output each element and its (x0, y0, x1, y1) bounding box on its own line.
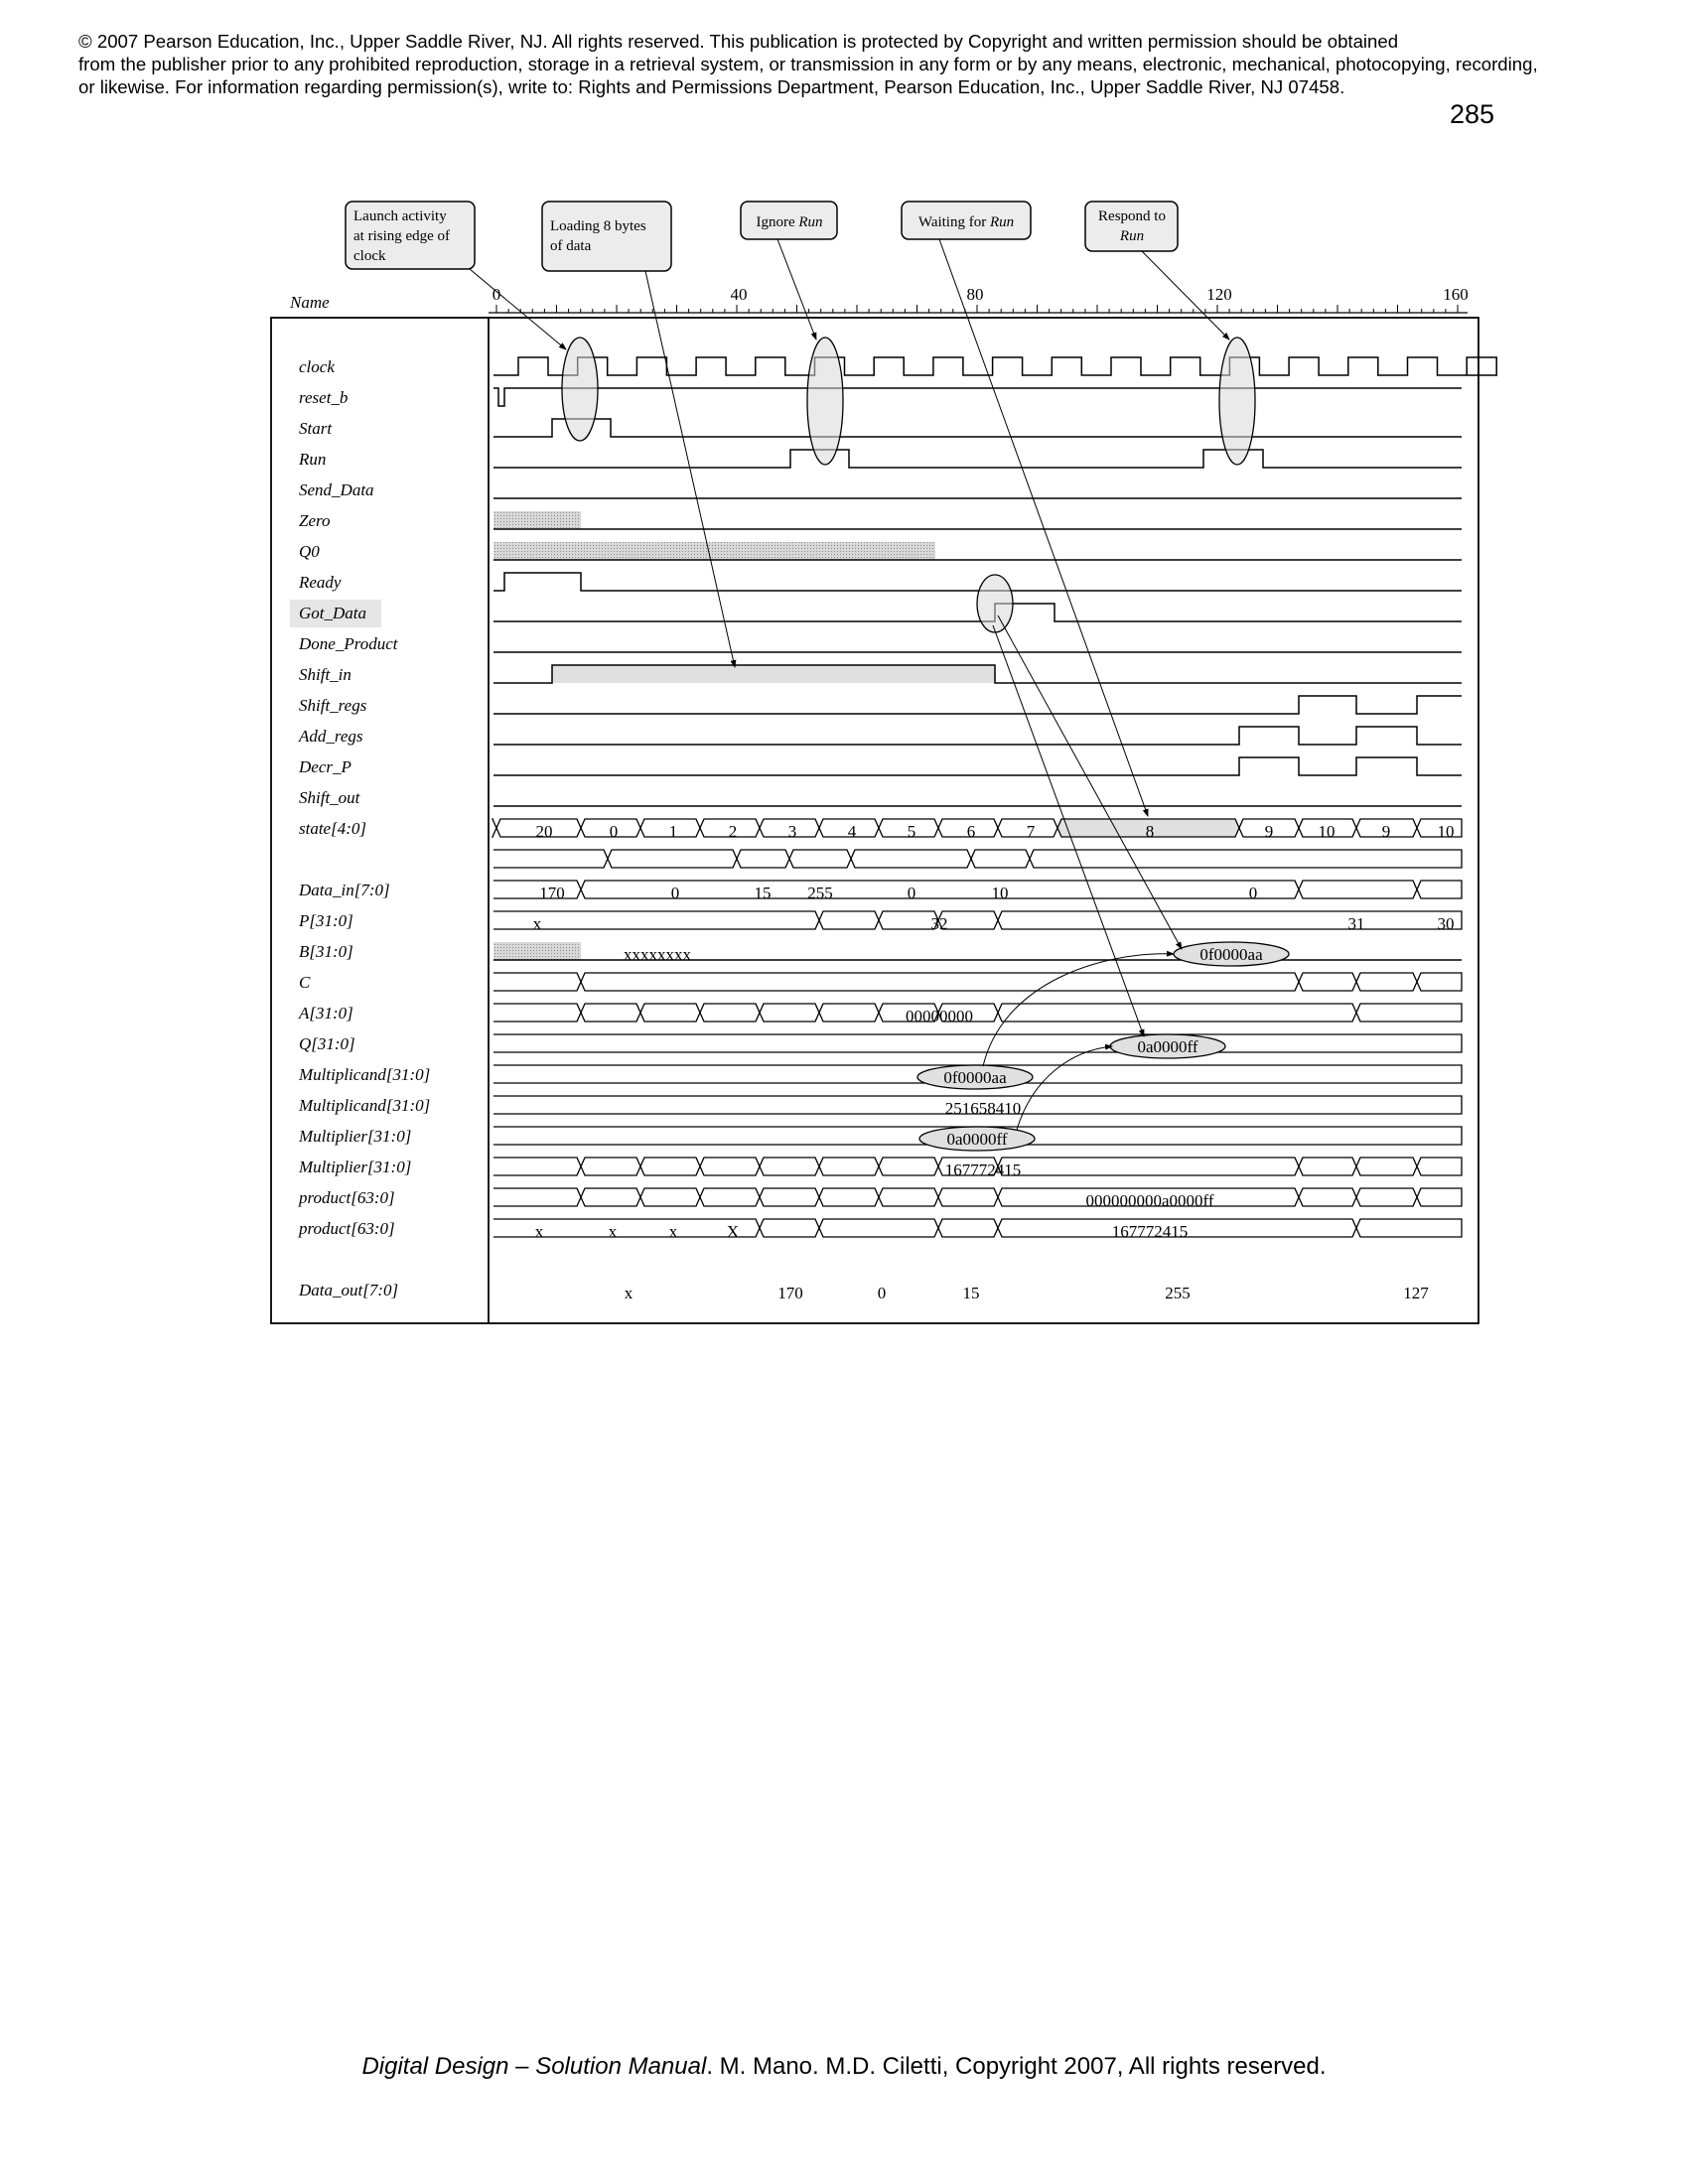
signal-name-multiplicand-dec: Multiplicand[31:0] (299, 1096, 431, 1115)
callout-launch-line-3: clock (353, 248, 386, 264)
wave-q (493, 1004, 1462, 1022)
copyright-line-1: © 2007 Pearson Education, Inc., Upper Saddle River, NJ. All rights reserved. This publication is protected by Copyright and written permission should be obtained (78, 31, 1399, 52)
state-value-20: 20 (535, 822, 553, 841)
signal-name-multiplier-hex: Multiplier[31:0] (299, 1127, 412, 1146)
a-value-zero: 00000000 (906, 1007, 973, 1025)
signal-name-start: Start (299, 419, 333, 438)
wave-a (493, 973, 1462, 991)
signal-name-state: state[4:0] (299, 819, 366, 838)
wave-data-out (493, 1219, 1462, 1237)
wave-shift-in-fill (552, 665, 995, 683)
data-out-value-15: 15 (962, 1284, 980, 1302)
wave-product-hex-segment (998, 1158, 1299, 1175)
wave-data-in-segment (493, 850, 608, 868)
wave-clock (493, 357, 1496, 375)
oval-b-value (1174, 942, 1289, 966)
wave-product-dec-segment (700, 1188, 760, 1206)
wave-data-in-segment (1030, 850, 1462, 868)
wave-product-dec-segment (640, 1188, 700, 1206)
wave-q-segment (819, 1004, 879, 1022)
signal-name-q: Q[31:0] (299, 1034, 355, 1053)
data-out-value-0: 0 (877, 1284, 887, 1302)
wave-data-in-segment (789, 850, 851, 868)
arrow-waiting (939, 239, 1148, 816)
oval-launch (562, 338, 598, 441)
signal-name-reset-b: reset_b (299, 388, 349, 407)
multiplier-dec-value: 167772415 (944, 1160, 1022, 1179)
wave-product-hex-segment (493, 1158, 581, 1175)
signal-name-c: C (299, 973, 311, 992)
wave-product-hex-segment (1299, 1158, 1356, 1175)
wave-product-dec-segment (1417, 1188, 1462, 1206)
signal-name-ready: Ready (299, 573, 342, 592)
multiplicand-dec-value: 251658410 (944, 1099, 1022, 1118)
callout-waiting (902, 202, 1031, 239)
wave-b-segment (493, 911, 819, 929)
signal-name-a: A[31:0] (299, 1004, 353, 1023)
signal-name-data-in: Data_in[7:0] (299, 881, 390, 899)
state-value-5: 5 (907, 822, 916, 841)
product-dec-value-x1: x (534, 1222, 544, 1241)
wave-p-segment (1299, 881, 1417, 898)
wave-multiplicand-hex-segment (493, 1034, 1462, 1052)
state-value-9b: 9 (1381, 822, 1391, 841)
multiplicand-hex-value: 0f0000aa (943, 1068, 1007, 1087)
state-value-7: 7 (1026, 822, 1036, 841)
signal-name-data-out: Data_out[7:0] (299, 1281, 399, 1299)
wave-q-segment (760, 1004, 819, 1022)
wave-zero-unknown (493, 511, 581, 529)
callout-ignore (741, 202, 837, 239)
oval-multiplier-value (919, 1127, 1035, 1151)
wave-b (493, 911, 1462, 929)
copyright-line-2: from the publisher prior to any prohibited reproduction, storage in a retrieval system, or transmission in any form or by any means, electronic, mechanical, photocopying, recording, (78, 54, 1538, 74)
wave-b-segment (879, 911, 938, 929)
data-out-value-255: 255 (1165, 1284, 1191, 1302)
callout-ignore-line-1: Ignore Run (756, 214, 823, 230)
callout-respond (1085, 202, 1178, 251)
data-out-value-170: 170 (777, 1284, 803, 1302)
callout-respond-line-1: Respond to (1098, 208, 1166, 224)
wave-run (493, 450, 1462, 468)
wave-product-dec-segment (819, 1188, 879, 1206)
state-value-0: 0 (609, 822, 619, 841)
signal-name-run: Run (299, 450, 327, 469)
callout-waiting-line-1: Waiting for Run (917, 214, 1015, 230)
wave-product-hex-segment (1417, 1158, 1462, 1175)
wave-product-hex-segment (700, 1158, 760, 1175)
wave-q-segment (581, 1004, 640, 1022)
signal-name-product-dec: product[63:0] (299, 1219, 395, 1238)
wave-shift-regs (493, 696, 1462, 714)
state-value-6: 6 (966, 822, 976, 841)
wave-data-in-segment (608, 850, 737, 868)
wave-data-in (493, 850, 1462, 868)
wave-data-out-segment (493, 1219, 760, 1237)
arrow-multiplier-to-q (1017, 1046, 1112, 1130)
wave-q0-unknown (493, 542, 935, 560)
wave-q-segment (640, 1004, 700, 1022)
footer-citation (0, 2053, 1688, 2081)
tick-label-0: 0 (492, 285, 501, 304)
data-out-value-x: x (624, 1284, 633, 1302)
copyright-line-3: or likewise. For information regarding permission(s), write to: Rights and Permissions Department, Pearson Education, Inc., Upper Saddle River, NJ 07458. (78, 76, 1345, 97)
b-value-final: 0f0000aa (1199, 945, 1263, 964)
signal-name-send-data: Send_Data (299, 480, 374, 499)
wave-a-segment (493, 973, 581, 991)
wave-a-segment (1417, 973, 1462, 991)
wave-p-segment (581, 881, 1299, 898)
state-value-10b: 10 (1437, 822, 1455, 841)
page-number: 285 (1449, 99, 1494, 129)
state-value-3: 3 (787, 822, 797, 841)
callout-loading-line-2: of data (550, 238, 592, 254)
oval-got-data (977, 575, 1013, 632)
wave-p-segment (1417, 881, 1462, 898)
wave-add-regs (493, 727, 1462, 745)
wave-data-in-segment (971, 850, 1030, 868)
wave-product-hex-segment (581, 1158, 640, 1175)
product-dec-value-X: X (726, 1222, 740, 1241)
footer-rest: . M. Mano. M.D. Ciletti, Copyright 2007, All rights reserved. (706, 2053, 1327, 2080)
wave-c-unknown (493, 942, 581, 960)
state-value-4: 4 (847, 822, 857, 841)
oval-multiplicand-value (917, 1065, 1033, 1089)
product-dec-value-x2: x (608, 1222, 618, 1241)
multiplier-hex-value: 0a0000ff (946, 1130, 1008, 1149)
data-in-value-170: 170 (539, 884, 565, 902)
signal-name-done-product: Done_Product (299, 634, 398, 653)
arrow-loading (645, 271, 735, 667)
wave-data-in-segment (851, 850, 971, 868)
wave-product-dec-segment (879, 1188, 938, 1206)
signal-name-zero: Zero (299, 511, 331, 530)
wave-data-out-segment (938, 1219, 998, 1237)
callout-respond-line-2: Run (1119, 228, 1145, 244)
signal-name-got-data: Got_Data (299, 604, 366, 622)
signal-name-add-regs: Add_regs (299, 727, 363, 746)
wave-ready (493, 573, 1462, 591)
wave-data-in-segment (737, 850, 789, 868)
callout-launch (346, 202, 475, 269)
product-dec-value-final: 167772415 (1111, 1222, 1189, 1241)
arrow-launch (470, 269, 566, 349)
wave-state (492, 819, 1462, 837)
p-value-30: 30 (1437, 914, 1455, 933)
state-value-1: 1 (668, 822, 678, 841)
time-ruler (489, 285, 1469, 313)
wave-q-segment (998, 1004, 1356, 1022)
wave-a-segment (1356, 973, 1417, 991)
wave-multiplicand-hex (493, 1034, 1462, 1052)
data-in-value-10: 10 (991, 884, 1009, 902)
q-value-final: 0a0000ff (1137, 1037, 1198, 1056)
wave-reset-b (493, 388, 1462, 406)
state-value-2: 2 (728, 822, 738, 841)
data-in-value-0c: 0 (1248, 884, 1258, 902)
wave-product-hex-segment (819, 1158, 879, 1175)
wave-product-dec-segment (1356, 1188, 1417, 1206)
wave-decr-p (493, 757, 1462, 775)
signal-name-multiplicand-hex: Multiplicand[31:0] (299, 1065, 431, 1084)
state-value-10a: 10 (1318, 822, 1336, 841)
wave-product-hex-segment (640, 1158, 700, 1175)
wave-data-out-segment (1356, 1219, 1462, 1237)
callout-launch-line-1: Launch activity (353, 208, 447, 224)
product-hex-value: 000000000a0000ff (1085, 1191, 1214, 1210)
oval-q-value (1110, 1034, 1225, 1058)
wave-b-segment (998, 911, 1462, 929)
wave-product-hex-segment (760, 1158, 819, 1175)
state-value-8: 8 (1145, 822, 1155, 841)
wave-p (493, 881, 1462, 898)
name-column-header: Name (290, 293, 330, 312)
signal-name-multiplier-dec: Multiplier[31:0] (299, 1158, 412, 1176)
signal-name-q0: Q0 (299, 542, 320, 561)
wave-a-segment (1299, 973, 1356, 991)
wave-product-dec-segment (760, 1188, 819, 1206)
wave-p-segment (493, 881, 581, 898)
wave-product-dec-segment (1299, 1188, 1356, 1206)
footer-title: Digital Design – Solution Manual (361, 2053, 707, 2080)
wave-product-dec-segment (581, 1188, 640, 1206)
callout-launch-line-2: at rising edge of (353, 228, 451, 244)
signal-name-b: B[31:0] (299, 942, 353, 961)
signal-name-clock: clock (299, 357, 335, 376)
callouts (346, 202, 1178, 271)
p-value-x: x (532, 914, 542, 933)
wave-q-segment (700, 1004, 760, 1022)
tick-label-80: 80 (966, 285, 984, 304)
signal-names (290, 357, 430, 1299)
p-value-32: 32 (930, 914, 948, 933)
wave-start (493, 419, 1462, 437)
data-in-value-0a: 0 (670, 884, 680, 902)
bus-value-labels (533, 822, 1455, 1302)
wave-a-segment (581, 973, 1299, 991)
b-value-x: xxxxxxxx (624, 945, 691, 964)
p-value-31: 31 (1347, 914, 1365, 933)
wave-product-dec-segment (493, 1188, 581, 1206)
callout-loading-line-1: Loading 8 bytes (550, 218, 646, 234)
data-in-value-0b: 0 (907, 884, 916, 902)
signal-name-decr-p: Decr_P (299, 757, 352, 776)
wave-product-dec (493, 1188, 1462, 1206)
wave-product-hex-segment (879, 1158, 938, 1175)
data-in-value-15: 15 (754, 884, 772, 902)
product-dec-value-x3: x (668, 1222, 678, 1241)
wave-data-out-segment (760, 1219, 819, 1237)
wave-product-hex-segment (1356, 1158, 1417, 1175)
signal-name-product-hex: product[63:0] (299, 1188, 395, 1207)
oval-respond-run (1219, 338, 1255, 465)
wave-b-segment (819, 911, 879, 929)
tick-label-160: 160 (1443, 285, 1469, 304)
wave-data-out-segment (819, 1219, 938, 1237)
tick-label-120: 120 (1206, 285, 1232, 304)
signal-name-shift-in: Shift_in (299, 665, 352, 684)
signal-name-p: P[31:0] (299, 911, 353, 930)
state-value-9a: 9 (1264, 822, 1274, 841)
arrow-ignore (777, 239, 816, 340)
wave-q-segment (493, 1004, 581, 1022)
signal-name-shift-regs: Shift_regs (299, 696, 367, 715)
callout-loading (542, 202, 671, 271)
data-in-value-255: 255 (807, 884, 833, 902)
data-out-value-127: 127 (1403, 1284, 1429, 1302)
signal-name-shift-out: Shift_out (299, 788, 360, 807)
oval-ignore-run (807, 338, 843, 465)
tick-label-40: 40 (730, 285, 748, 304)
wave-q-segment (1356, 1004, 1462, 1022)
wave-product-dec-segment (938, 1188, 998, 1206)
